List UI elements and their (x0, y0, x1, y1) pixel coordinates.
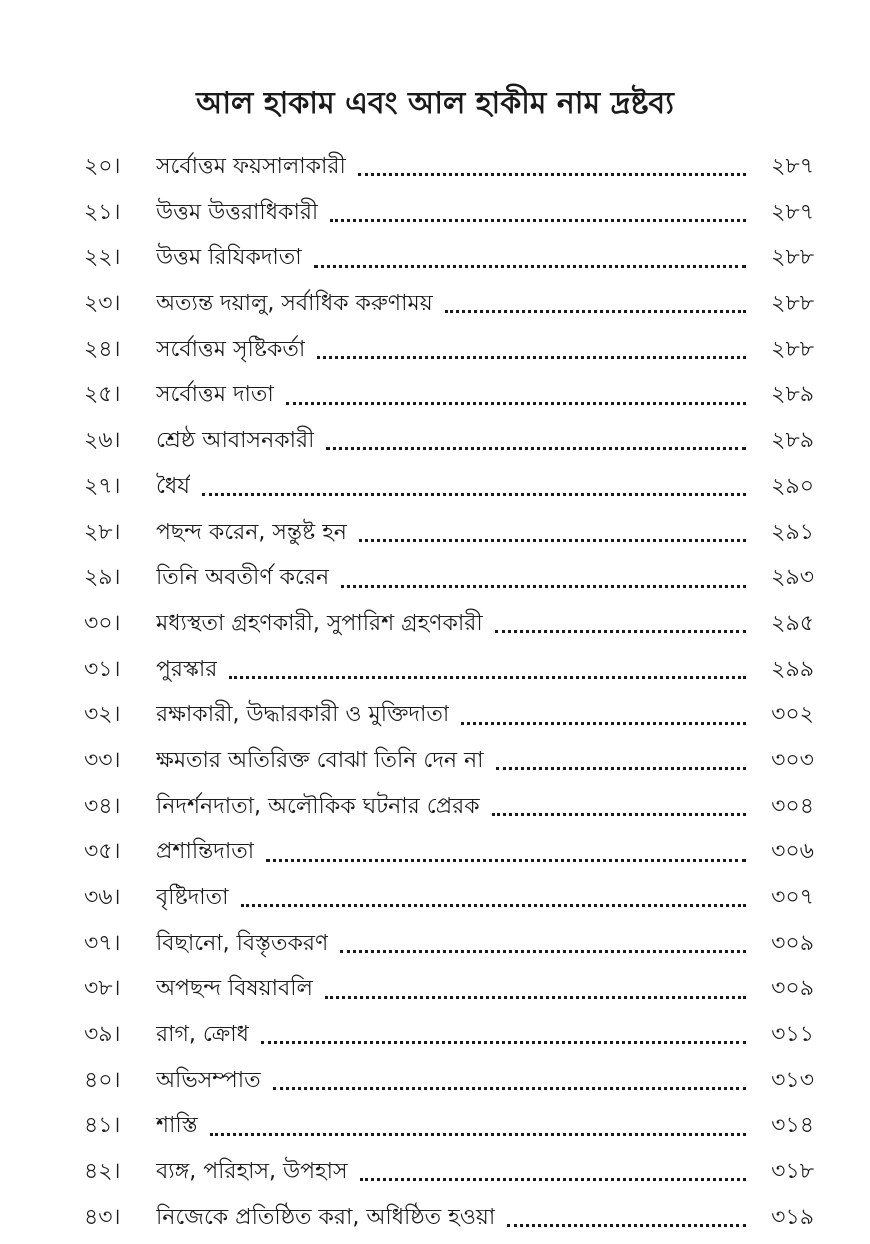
toc-entry-number: ৪৩। (84, 1204, 121, 1230)
toc-entry-title: সর্বোত্তম সৃষ্টিকর্তা (156, 336, 306, 362)
toc-dot-leader (314, 265, 746, 268)
toc-entry-number: ২০। (84, 154, 121, 179)
toc-entry-page-number: ৩০৩ (771, 747, 814, 773)
page-heading: আল হাকাম এবং আল হাকীম নাম দ্রষ্টব্য (196, 86, 674, 121)
toc-dot-leader (210, 1133, 746, 1136)
toc-entry-title: মধ্যস্থতা গ্রহণকারী, সুপারিশ গ্রহণকারী (156, 610, 483, 636)
toc-dot-leader (266, 859, 746, 862)
toc-entry-page-number: ৩০৯ (771, 976, 814, 1002)
toc-entry (84, 144, 814, 190)
toc-entry (84, 601, 814, 647)
toc-dot-leader (241, 904, 746, 907)
toc-entry (84, 921, 814, 967)
toc-entry (84, 372, 814, 418)
toc-dot-leader (461, 722, 746, 725)
toc-entry-number: ৩১। (84, 656, 121, 682)
toc-dot-leader (273, 1087, 746, 1090)
toc-dot-leader (341, 585, 746, 588)
toc-entry-number: ২২। (84, 245, 121, 271)
toc-entry (84, 692, 814, 738)
toc-entry-page-number: ২৯৫ (771, 610, 814, 636)
toc-entry-number: ৩৭। (84, 930, 121, 956)
toc-entry-title: উত্তম রিযিকদাতা (156, 245, 302, 271)
toc-entry-title: নিজেকে প্রতিষ্ঠিত করা, অধিষ্ঠিত হওয়া (156, 1204, 496, 1230)
toc-entry (84, 190, 814, 236)
toc-entry (84, 464, 814, 510)
toc-entry-title: অপছন্দ বিষয়াবলি (156, 976, 313, 1002)
toc-entry-title: ক্ষমতার অতিরিক্ত বোঝা তিনি দেন না (156, 747, 484, 773)
toc-entry-page-number: ২৮৮ (771, 245, 814, 271)
toc-dot-leader (286, 402, 746, 405)
toc-entry-number: ২৮। (84, 519, 121, 545)
toc-entry (84, 327, 814, 373)
toc-entry-page-number: ২৮৯ (771, 382, 814, 408)
toc-entry-page-number: ২৯১ (771, 519, 814, 545)
toc-entry-number: ৩৮। (84, 976, 121, 1002)
toc-entry-page-number: ৩০৯ (771, 930, 814, 956)
toc-entry-number: ২৪। (84, 336, 121, 362)
toc-entry-page-number: ২৮৭ (771, 154, 814, 179)
toc-entry-number: ৩২। (84, 702, 121, 728)
toc-entry-number: ২৭। (84, 473, 121, 499)
toc-dot-leader (330, 219, 746, 222)
toc-dot-leader (359, 539, 746, 542)
toc-entry (84, 281, 814, 327)
toc-entry-title: পছন্দ করেন, সন্তুষ্ট হন (156, 519, 347, 545)
toc-entry-number: ২১। (84, 199, 121, 225)
toc-entry-page-number: ৩০৬ (771, 839, 814, 865)
toc-entry-number: ৩৪। (84, 793, 121, 819)
toc-entry-page-number: ৩০২ (771, 702, 814, 728)
toc-entry-number: ৪২। (84, 1159, 121, 1185)
toc-entry (84, 1103, 814, 1149)
toc-entry-number: ২৫। (84, 382, 121, 408)
toc-entry (84, 784, 814, 830)
toc-entry (84, 875, 814, 921)
toc-dot-leader (445, 310, 746, 313)
toc-entry-page-number: ২৯৩ (771, 565, 814, 591)
toc-entry-title: পুরস্কার (156, 656, 218, 682)
toc-dot-leader (358, 173, 746, 176)
toc-entry (84, 1195, 814, 1241)
toc-entry (84, 555, 814, 601)
toc-entry-page-number: ২৮৮ (771, 291, 814, 317)
toc-dot-leader (492, 813, 746, 816)
toc-entry (84, 418, 814, 464)
toc-entry-number: ৩০। (84, 610, 121, 636)
toc-dot-leader (325, 996, 746, 999)
toc-entry (84, 510, 814, 556)
toc-entry (84, 1012, 814, 1058)
toc-dot-leader (496, 767, 746, 770)
toc-dot-leader (202, 493, 746, 496)
table-of-contents (84, 144, 814, 1241)
toc-entry (84, 1058, 814, 1104)
toc-entry (84, 966, 814, 1012)
toc-entry (84, 647, 814, 693)
toc-entry-title: সর্বোত্তম ফয়সালাকারী (156, 154, 346, 179)
toc-dot-leader (340, 950, 746, 953)
toc-entry-number: ৩৯। (84, 1022, 121, 1048)
toc-entry-title: রক্ষাকারী, উদ্ধারকারী ও মুক্তিদাতা (156, 702, 450, 728)
toc-entry-title: শাস্তি (156, 1113, 198, 1139)
toc-entry-title: ধৈর্য (156, 473, 190, 499)
toc-entry-title: নিদর্শনদাতা, অলৌকিক ঘটনার প্রেরক (156, 793, 480, 819)
toc-entry-number: ৪০। (84, 1067, 121, 1093)
toc-entry-title: তিনি অবতীর্ণ করেন (156, 565, 330, 591)
toc-entry-number: ২৯। (84, 565, 121, 591)
toc-entry-page-number: ২৮৯ (771, 428, 814, 454)
toc-dot-leader (317, 356, 746, 359)
toc-dot-leader (507, 1224, 746, 1227)
toc-entry-page-number: ৩১৩ (771, 1067, 814, 1093)
toc-entry-title: বৃষ্টিদাতা (156, 885, 229, 910)
toc-entry-page-number: ৩০৪ (771, 793, 814, 819)
toc-entry-page-number: ৩১৪ (771, 1113, 814, 1139)
toc-entry-title: প্রশান্তিদাতা (156, 839, 255, 865)
toc-entry-title: উত্তম উত্তরাধিকারী (156, 199, 319, 225)
toc-entry-title: বিছানো, বিস্তৃতকরণ (156, 930, 329, 956)
toc-entry-number: ২৩। (84, 291, 121, 317)
toc-entry-title: রাগ, ক্রোধ (156, 1022, 249, 1048)
toc-dot-leader (326, 447, 746, 450)
toc-entry-page-number: ২৯০ (771, 473, 814, 499)
toc-entry-page-number: ৩১৮ (771, 1159, 814, 1185)
toc-dot-leader (495, 630, 746, 633)
toc-entry-number: ৪১। (84, 1113, 121, 1139)
toc-dot-leader (261, 1041, 746, 1044)
toc-dot-leader (229, 676, 746, 679)
toc-dot-leader (360, 1178, 746, 1181)
toc-entry (84, 829, 814, 875)
toc-entry-title: ব্যঙ্গ, পরিহাস, উপহাস (156, 1159, 348, 1185)
toc-entry-page-number: ৩১১ (771, 1022, 814, 1048)
toc-entry-page-number: ২৯৯ (771, 656, 814, 682)
toc-entry-title: অভিসম্পাত (156, 1067, 261, 1093)
toc-entry (84, 1149, 814, 1195)
toc-entry (84, 235, 814, 281)
toc-entry-title: সর্বোত্তম দাতা (156, 382, 274, 408)
toc-entry (84, 738, 814, 784)
toc-entry-number: ৩৩। (84, 747, 121, 773)
toc-entry-number: ৩৫। (84, 839, 121, 865)
toc-entry-page-number: ৩১৯ (771, 1204, 814, 1230)
toc-entry-title: অত্যন্ত দয়ালু, সর্বাধিক করুণাময় (156, 291, 433, 317)
toc-entry-page-number: ২৮৮ (771, 336, 814, 362)
toc-entry-page-number: ৩০৭ (771, 885, 814, 910)
toc-entry-number: ২৬। (84, 428, 121, 454)
toc-entry-page-number: ২৮৭ (771, 199, 814, 225)
toc-entry-number: ৩৬। (84, 885, 121, 910)
toc-entry-title: শ্রেষ্ঠ আবাসনকারী (156, 428, 315, 454)
